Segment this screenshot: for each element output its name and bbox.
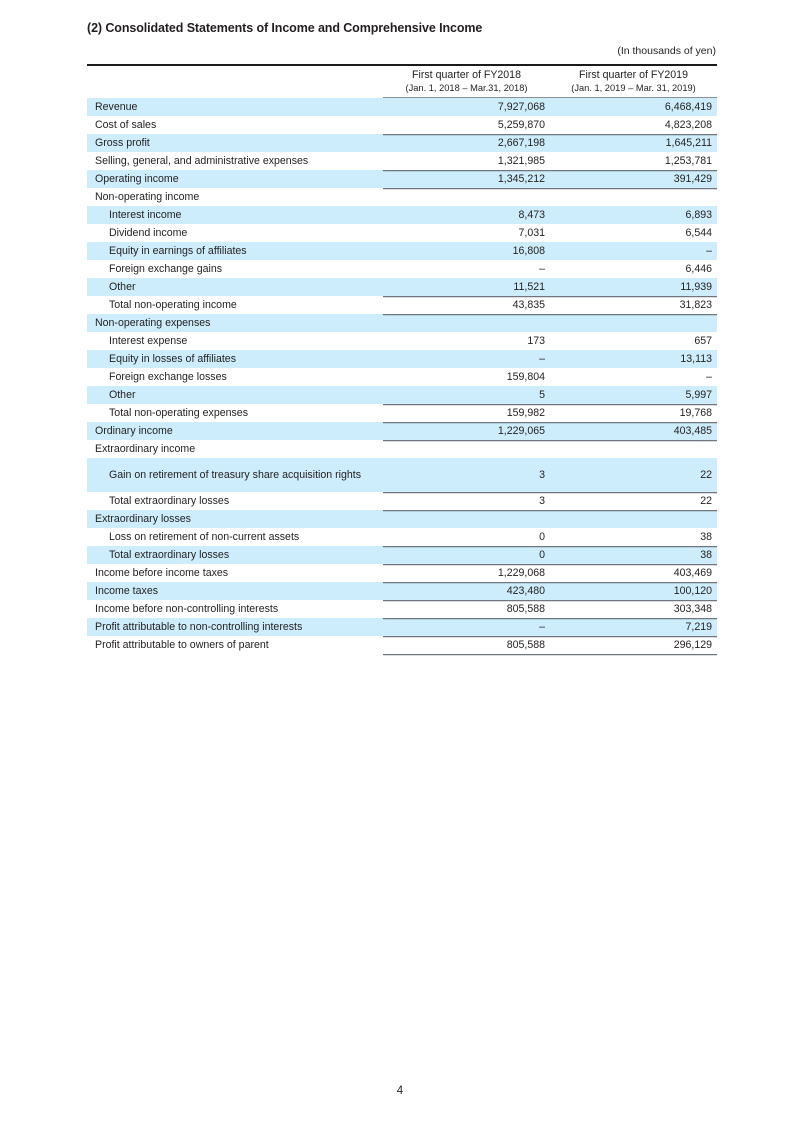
table-row bbox=[87, 314, 717, 332]
row-value-fy2018: 173 bbox=[383, 332, 550, 350]
table-row bbox=[87, 278, 717, 296]
row-label: Interest income bbox=[87, 206, 383, 224]
row-label: Profit attributable to owners of parent bbox=[87, 636, 383, 654]
row-value-fy2019: 1,253,781 bbox=[550, 152, 717, 170]
row-label-text: Gain on retirement of treasury share acquisition rights bbox=[109, 468, 362, 481]
row-label: Other bbox=[87, 278, 383, 296]
table-row bbox=[87, 152, 717, 170]
table-bottom-rule bbox=[87, 654, 717, 672]
row-value-fy2019: 13,113 bbox=[550, 350, 717, 368]
row-label: Total non-operating expenses bbox=[87, 404, 383, 422]
row-value-fy2018: 0 bbox=[383, 546, 550, 564]
row-label: Foreign exchange gains bbox=[87, 260, 383, 278]
table-row bbox=[87, 618, 717, 636]
row-value-fy2018: 5 bbox=[383, 386, 550, 404]
page-number: 4 bbox=[396, 1085, 404, 1097]
row-value-fy2019 bbox=[550, 188, 717, 206]
row-label: Profit attributable to non-controlling interests bbox=[87, 618, 383, 636]
row-value-fy2018: – bbox=[383, 618, 550, 636]
row-value-fy2018: 1,229,065 bbox=[383, 422, 550, 440]
table-row bbox=[87, 260, 717, 278]
table-row bbox=[87, 458, 717, 492]
row-value-fy2018: 1,229,068 bbox=[383, 564, 550, 582]
row-value-fy2019: 22 bbox=[550, 492, 717, 510]
row-label: Income before income taxes bbox=[87, 564, 383, 582]
row-value-fy2018: 3 bbox=[383, 492, 550, 510]
table-row bbox=[87, 98, 717, 117]
row-value-fy2018: 2,667,198 bbox=[383, 134, 550, 152]
table-row bbox=[87, 332, 717, 350]
row-label: Total extraordinary losses bbox=[87, 546, 383, 564]
row-value-fy2018 bbox=[383, 314, 550, 332]
table-row bbox=[87, 422, 717, 440]
table-row bbox=[87, 404, 717, 422]
row-label: Foreign exchange losses bbox=[87, 368, 383, 386]
row-value-fy2019: 4,823,208 bbox=[550, 116, 717, 134]
row-value-fy2018: 16,808 bbox=[383, 242, 550, 260]
row-value-fy2019: 303,348 bbox=[550, 600, 717, 618]
table-row bbox=[87, 116, 717, 134]
table-header bbox=[87, 65, 717, 98]
row-value-fy2019: 38 bbox=[550, 528, 717, 546]
row-value-fy2019 bbox=[550, 314, 717, 332]
table-row bbox=[87, 528, 717, 546]
table-bottom-rule-segment bbox=[550, 654, 717, 672]
row-value-fy2018: 3 bbox=[383, 458, 550, 492]
column-header-row bbox=[87, 66, 717, 98]
table-row bbox=[87, 564, 717, 582]
table-row bbox=[87, 440, 717, 458]
row-label: Other bbox=[87, 386, 383, 404]
row-label: Revenue bbox=[87, 98, 383, 117]
row-value-fy2018: 0 bbox=[383, 528, 550, 546]
table-row bbox=[87, 296, 717, 314]
row-label: Loss on retirement of non-current assets bbox=[87, 528, 383, 546]
column-header-fy2018-period: (Jan. 1, 2018 – Mar.31, 2018) bbox=[405, 82, 528, 93]
row-value-fy2019: 11,939 bbox=[550, 278, 717, 296]
row-label: Interest expense bbox=[87, 332, 383, 350]
row-value-fy2018: 5,259,870 bbox=[383, 116, 550, 134]
row-value-fy2018: 43,835 bbox=[383, 296, 550, 314]
row-value-fy2019: 7,219 bbox=[550, 618, 717, 636]
row-value-fy2019: 391,429 bbox=[550, 170, 717, 188]
row-value-fy2019: 22 bbox=[550, 458, 717, 492]
row-value-fy2018: 423,480 bbox=[383, 582, 550, 600]
row-value-fy2019: 6,446 bbox=[550, 260, 717, 278]
table-row bbox=[87, 206, 717, 224]
table-row bbox=[87, 546, 717, 564]
row-value-fy2018 bbox=[383, 188, 550, 206]
row-label: Income before non-controlling interests bbox=[87, 600, 383, 618]
column-header-fy2018-title: First quarter of FY2018 bbox=[412, 69, 521, 81]
row-label: Total extraordinary losses bbox=[87, 492, 383, 510]
table-body bbox=[87, 98, 717, 673]
row-value-fy2018: – bbox=[383, 350, 550, 368]
row-label: Income taxes bbox=[87, 582, 383, 600]
row-value-fy2019 bbox=[550, 440, 717, 458]
row-value-fy2019: 403,469 bbox=[550, 564, 717, 582]
table-row bbox=[87, 600, 717, 618]
page-title: (2) Consolidated Statements of Income and Comprehensive Income bbox=[87, 21, 483, 35]
row-label: Selling, general, and administrative expenses bbox=[87, 152, 383, 170]
row-value-fy2019: 657 bbox=[550, 332, 717, 350]
row-value-fy2019: 403,485 bbox=[550, 422, 717, 440]
table-row bbox=[87, 510, 717, 528]
table-row bbox=[87, 636, 717, 654]
row-label: Non-operating expenses bbox=[87, 314, 383, 332]
row-value-fy2019: 5,997 bbox=[550, 386, 717, 404]
row-value-fy2019: 6,893 bbox=[550, 206, 717, 224]
table-row bbox=[87, 582, 717, 600]
row-label: Equity in earnings of affiliates bbox=[87, 242, 383, 260]
column-header-fy2018 bbox=[383, 66, 550, 98]
row-value-fy2019: 19,768 bbox=[550, 404, 717, 422]
row-value-fy2018: 1,321,985 bbox=[383, 152, 550, 170]
row-value-fy2018: – bbox=[383, 260, 550, 278]
table-bottom-rule-spacer bbox=[87, 654, 383, 672]
table-row bbox=[87, 368, 717, 386]
table-row bbox=[87, 350, 717, 368]
table-bottom-rule-segment bbox=[383, 654, 550, 672]
row-label: Ordinary income bbox=[87, 422, 383, 440]
column-header-fy2019 bbox=[550, 66, 717, 98]
row-value-fy2018: 8,473 bbox=[383, 206, 550, 224]
row-value-fy2018: 7,927,068 bbox=[383, 98, 550, 117]
row-label: Gross profit bbox=[87, 134, 383, 152]
row-value-fy2019: 1,645,211 bbox=[550, 134, 717, 152]
row-value-fy2018 bbox=[383, 440, 550, 458]
column-header-label-blank bbox=[87, 66, 383, 98]
row-label: Operating income bbox=[87, 170, 383, 188]
column-header-fy2019-title: First quarter of FY2019 bbox=[579, 69, 688, 81]
row-value-fy2019: 296,129 bbox=[550, 636, 717, 654]
row-label: Non-operating income bbox=[87, 188, 383, 206]
row-value-fy2018: 11,521 bbox=[383, 278, 550, 296]
row-value-fy2019: 100,120 bbox=[550, 582, 717, 600]
row-value-fy2018: 805,588 bbox=[383, 636, 550, 654]
row-value-fy2019: – bbox=[550, 242, 717, 260]
column-header-fy2019-period: (Jan. 1, 2019 – Mar. 31, 2019) bbox=[571, 82, 696, 93]
row-value-fy2019: 6,468,419 bbox=[550, 98, 717, 117]
income-statement-table bbox=[87, 64, 717, 672]
table-row bbox=[87, 224, 717, 242]
row-label: Cost of sales bbox=[87, 116, 383, 134]
row-value-fy2018: 805,588 bbox=[383, 600, 550, 618]
row-label: Equity in losses of affiliates bbox=[87, 350, 383, 368]
row-value-fy2018: 1,345,212 bbox=[383, 170, 550, 188]
table-row bbox=[87, 242, 717, 260]
row-value-fy2018 bbox=[383, 510, 550, 528]
row-label: Extraordinary income bbox=[87, 440, 383, 458]
row-value-fy2019: 6,544 bbox=[550, 224, 717, 242]
row-label: Extraordinary losses bbox=[87, 510, 383, 528]
table-row bbox=[87, 170, 717, 188]
row-value-fy2018: 7,031 bbox=[383, 224, 550, 242]
table-row bbox=[87, 188, 717, 206]
row-value-fy2018: 159,804 bbox=[383, 368, 550, 386]
row-value-fy2019: 38 bbox=[550, 546, 717, 564]
units-note: (In thousands of yen) bbox=[617, 45, 716, 57]
row-value-fy2019: – bbox=[550, 368, 717, 386]
row-value-fy2018: 159,982 bbox=[383, 404, 550, 422]
table-row bbox=[87, 134, 717, 152]
row-label bbox=[87, 458, 383, 492]
table-row bbox=[87, 386, 717, 404]
row-value-fy2019 bbox=[550, 510, 717, 528]
table-row bbox=[87, 492, 717, 510]
row-label: Total non-operating income bbox=[87, 296, 383, 314]
row-label: Dividend income bbox=[87, 224, 383, 242]
row-value-fy2019: 31,823 bbox=[550, 296, 717, 314]
